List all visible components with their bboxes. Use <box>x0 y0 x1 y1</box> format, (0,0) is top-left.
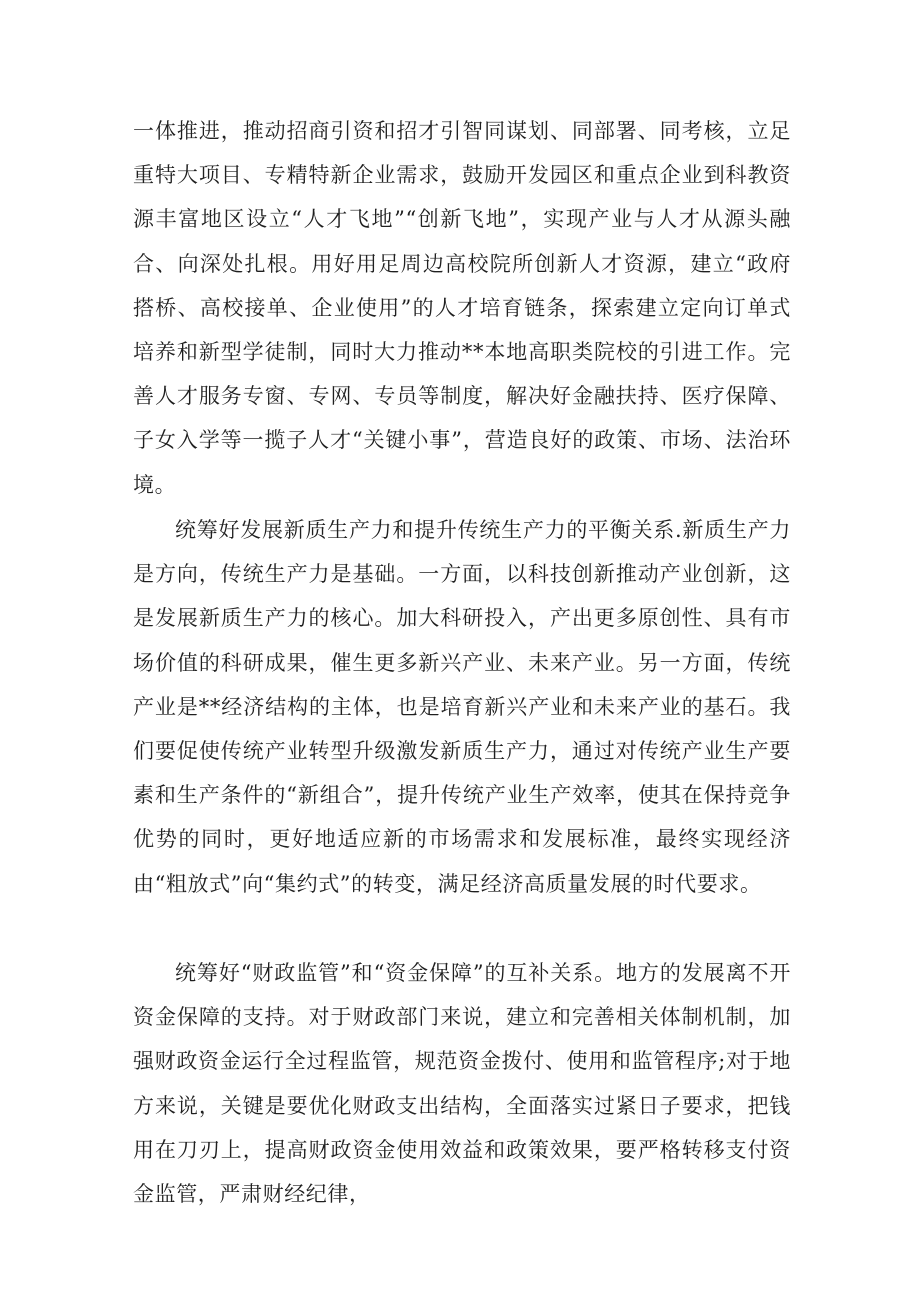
paragraph-text: 统筹好发展新质生产力和提升传统生产力的平衡关系.新质生产力是方向，传统生产力是基础。一方面，以科技创新推动产业创新，这是发展新质生产力的核心。加大科研投入，产出更多原创性、具有市场价值的科研成果，催生更多新兴产业、未来产业。另一方面，传统产业是**经济结构的主体，也是培育新兴产业和未来产业的基石。我们要促使传统产业转型升级激发新质生产力，通过对传统产业生产要素和生产条件的“新组合”，提升传统产业生产效率，使其在保持竞争优势的同时，更好地适应新的市场需求和发展标准，最终实现经济由“粗放式”向“集约式”的转变，满足经济高质量发展的时代要求。 <box>133 518 791 896</box>
paragraph-text: 统筹好“财政监管”和“资金保障”的互补关系。地方的发展离不开资金保障的支持。对于财政部门来说，建立和完善相关体制机制，加强财政资金运行全过程监管，规范资金拨付、使用和监管程序;对于地方来说，关键是要优化财政支出结构，全面落实过紧日子要求，把钱用在刀刃上，提高财政资金使用效益和政策效果，要严格转移支付资金监管，严肃财经纪律， <box>133 961 791 1207</box>
paragraph-talent-integration <box>133 109 791 507</box>
paragraph-fiscal-supervision <box>133 951 791 1216</box>
paragraph-productivity-balance <box>133 508 791 906</box>
paragraph-text: 一体推进，推动招商引资和招才引智同谋划、同部署、同考核，立足重特大项目、专精特新企业需求，鼓励开发园区和重点企业到科教资源丰富地区设立“人才飞地”“创新飞地”，实现产业与人才从源头融合、向深处扎根。用好用足周边高校院所创新人才资源，建立“政府搭桥、高校接单、企业使用”的人才培育链条，探索建立定向订单式培养和新型学徒制，同时大力推动**本地高职类院校的引进工作。完善人才服务专窗、专网、专员等制度，解决好金融扶持、医疗保障、子女入学等一揽子人才“关键小事”，营造良好的政策、市场、法治环境。 <box>133 119 791 497</box>
